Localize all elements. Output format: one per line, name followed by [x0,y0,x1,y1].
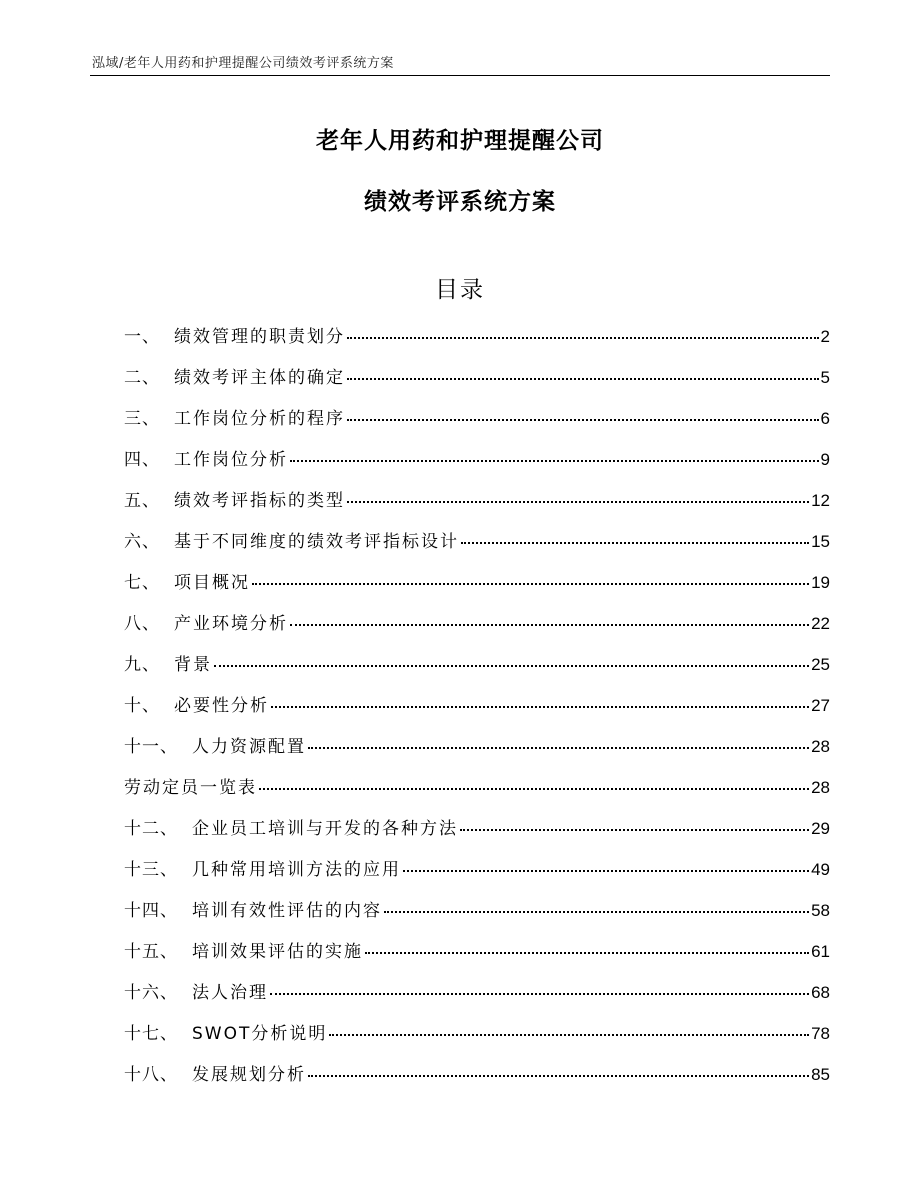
toc-entry-number: 十三、 [124,860,178,880]
toc-entry-page: 22 [811,614,830,633]
toc-entry-title: 绩效考评指标的类型 [174,491,345,511]
toc-entry-title: 培训有效性评估的内容 [192,901,382,921]
toc-entry-title: 基于不同维度的绩效考评指标设计 [174,532,459,552]
toc-entry[interactable] [124,404,830,445]
toc-entry-title: 人力资源配置 [192,737,306,757]
toc-leader-dots [347,336,819,339]
toc-entry[interactable] [124,650,830,691]
toc-entry-number: 十八、 [124,1065,178,1085]
toc-entry-title: 绩效管理的职责划分 [174,327,345,347]
toc-leader-dots [214,664,809,667]
toc-leader-dots [270,992,809,995]
toc-entry-number: 六、 [124,532,160,552]
toc-entry-number: 十五、 [124,942,178,962]
toc-entry[interactable] [124,527,830,568]
toc-entry-title: 项目概况 [174,573,250,593]
document-title-line-2: 绩效考评系统方案 [364,189,556,215]
toc-entry-number: 十、 [124,696,160,716]
toc-heading: 目录 [435,277,485,303]
toc-entry-page: 5 [820,368,830,387]
toc-entry-page: 58 [811,901,830,920]
toc-entry[interactable] [124,445,830,486]
toc-entry-title: 企业员工培训与开发的各种方法 [192,819,458,839]
toc-entry[interactable] [124,855,830,896]
toc-entry-number: 九、 [124,655,160,675]
toc-entry-page: 2 [820,327,830,346]
toc-entry-number: 五、 [124,491,160,511]
toc-leader-dots [290,623,809,626]
toc-entry-page: 29 [811,819,830,838]
toc-entry-number: 四、 [124,450,160,470]
toc-leader-dots [460,828,809,831]
toc-entry-number: 二、 [124,368,160,388]
toc-entry[interactable] [124,978,830,1019]
toc-entry-title: 劳动定员一览表 [124,778,257,798]
toc-entry[interactable] [124,1060,830,1101]
toc-entry-number: 七、 [124,573,160,593]
toc-leader-dots [384,910,809,913]
toc-leader-dots [347,418,819,421]
toc-entry-number: 十一、 [124,737,178,757]
toc-entry[interactable] [124,322,830,363]
toc-entry-title: 几种常用培训方法的应用 [192,860,401,880]
toc-leader-dots [308,1074,809,1077]
document-title-line-1: 老年人用药和护理提醒公司 [316,128,604,154]
toc-entry-page: 49 [811,860,830,879]
toc-entry-page: 28 [811,778,830,797]
toc-entry-number: 八、 [124,614,160,634]
toc-leader-dots [259,787,809,790]
toc-entry-title: 必要性分析 [174,696,269,716]
toc-entry-title: 发展规划分析 [192,1065,306,1085]
toc-entry[interactable] [124,486,830,527]
toc-entry-number: 三、 [124,409,160,429]
toc-leader-dots [308,746,809,749]
toc-entry-number: 十六、 [124,983,178,1003]
toc-leader-dots [290,459,819,462]
toc-entry-title: SWOT分析说明 [192,1024,328,1044]
toc-leader-dots [365,951,809,954]
toc-leader-dots [347,500,809,503]
toc-entry-page: 9 [820,450,830,469]
toc-leader-dots [329,1033,809,1036]
toc-entry-title: 工作岗位分析 [174,450,288,470]
toc-leader-dots [461,541,809,544]
toc-entry-number: 十二、 [124,819,178,839]
toc-entry-number: 十四、 [124,901,178,921]
toc-entry-page: 15 [811,532,830,551]
toc-entry-title: 培训效果评估的实施 [192,942,363,962]
toc-entry[interactable] [124,814,830,855]
toc-entry-number: 十七、 [124,1024,178,1044]
toc-entry[interactable] [124,937,830,978]
toc-entry-page: 6 [820,409,830,428]
toc-entry[interactable] [124,773,830,814]
toc-entry[interactable] [124,691,830,732]
toc-entry[interactable] [124,1019,830,1060]
toc-entry-page: 85 [811,1065,830,1084]
toc-entry-page: 28 [811,737,830,756]
toc-entry-number: 一、 [124,327,160,347]
toc-entry[interactable] [124,363,830,404]
toc-entry[interactable] [124,732,830,773]
toc-entry-title: 工作岗位分析的程序 [174,409,345,429]
toc-entry[interactable] [124,609,830,650]
toc-leader-dots [252,582,809,585]
toc-entry-title: 绩效考评主体的确定 [174,368,345,388]
toc-entry-page: 12 [811,491,830,510]
toc-entry[interactable] [124,568,830,609]
toc-entry-title: 法人治理 [192,983,268,1003]
toc-leader-dots [271,705,809,708]
toc-entry-page: 19 [811,573,830,592]
toc-entry-page: 25 [811,655,830,674]
toc-entry-page: 61 [811,942,830,961]
toc-leader-dots [347,377,819,380]
toc-leader-dots [403,869,809,872]
running-header: 泓域/老年人用药和护理提醒公司绩效考评系统方案 [92,56,394,71]
toc-entry-title: 背景 [174,655,212,675]
toc-entry-page: 78 [811,1024,830,1043]
toc-entry[interactable] [124,896,830,937]
toc-entry-title: 产业环境分析 [174,614,288,634]
table-of-contents [124,322,830,1101]
toc-entry-page: 27 [811,696,830,715]
header-divider [90,75,830,76]
toc-entry-page: 68 [811,983,830,1002]
